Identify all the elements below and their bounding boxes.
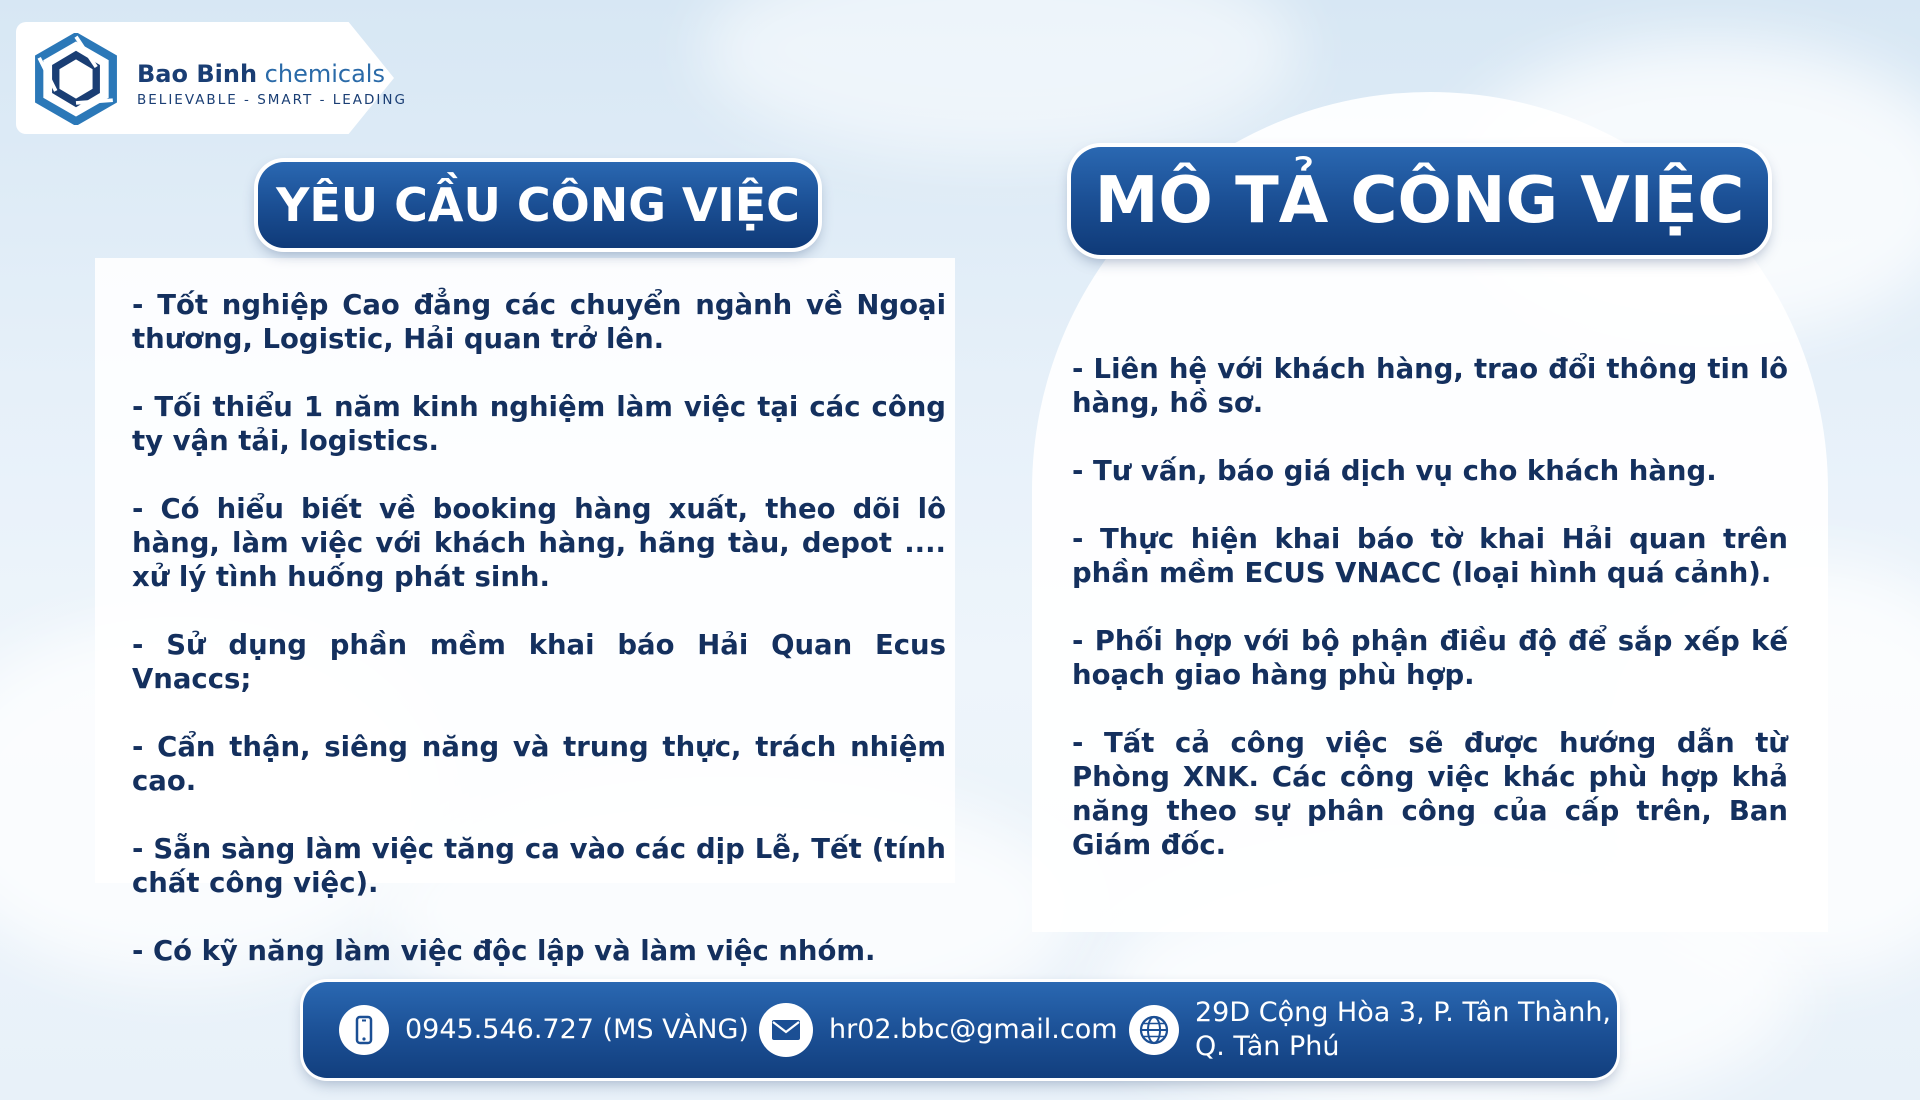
description-item: - Tư vấn, báo giá dịch vụ cho khách hàng. [1072, 455, 1717, 487]
requirement-item: - Sẵn sàng làm việc tăng ca vào các dịp Lễ, Tết (tính chất công việc). [132, 833, 946, 899]
contact-address[interactable] [1129, 982, 1611, 1078]
requirement-item: - Cẩn thận, siêng năng và trung thực, trách nhiệm cao. [132, 731, 946, 797]
address-text [1195, 996, 1611, 1064]
requirement-item: - Sử dụng phần mềm khai báo Hải Quan Ecus Vnaccs; [132, 629, 946, 695]
contact-email[interactable] [759, 982, 1118, 1078]
description-item: - Liên hệ với khách hàng, trao đổi thông tin lô hàng, hồ sơ. [1072, 353, 1788, 419]
description-item: - Phối hợp với bộ phận điều độ để sắp xếp kế hoạch giao hàng phù hợp. [1072, 625, 1788, 691]
bao-binh-logo-icon [30, 33, 122, 125]
tagline: BELIEVABLE - SMART - LEADING [137, 92, 407, 108]
contact-phone[interactable] [339, 982, 749, 1078]
address-line-1: 29D Cộng Hòa 3, P. Tân Thành, [1195, 997, 1612, 1028]
description-list [1072, 352, 1788, 862]
email-address: hr02.bbc@gmail.com [829, 1014, 1118, 1045]
description-item: - Thực hiện khai báo tờ khai Hải quan trên phần mềm ECUS VNACC (loại hình quá cảnh). [1072, 523, 1788, 589]
description-title: MÔ TẢ CÔNG VIỆC [1071, 147, 1768, 255]
contact-bar [303, 982, 1617, 1078]
phone-icon [339, 1005, 389, 1055]
requirement-item: - Có hiểu biết về booking hàng xuất, theo dõi lô hàng, làm việc với khách hàng, hãng tàu, depot .... xử lý tình huống phát sinh. [132, 493, 946, 593]
logo-text [137, 60, 407, 108]
phone-number: 0945.546.727 (MS VÀNG) [405, 1014, 749, 1045]
requirement-item: - Tối thiểu 1 năm kinh nghiệm làm việc tại các công ty vận tải, logistics. [132, 391, 946, 457]
description-item: - Tất cả công việc sẽ được hướng dẫn từ Phòng XNK. Các công việc khác phù hợp khả năng theo sự phân công của cấp trên, Ban Giám đốc. [1072, 727, 1788, 861]
requirement-item: - Tốt nghiệp Cao đẳng các chuyển ngành về Ngoại thương, Logistic, Hải quan trở lên. [132, 289, 946, 355]
globe-icon [1129, 1005, 1179, 1055]
address-line-2: Q. Tân Phú [1195, 1031, 1340, 1062]
requirements-title: YÊU CẦU CÔNG VIỆC [258, 162, 818, 248]
mail-icon [759, 1003, 813, 1057]
requirements-list [132, 288, 946, 968]
brand-bold: Bao Binh [137, 60, 258, 88]
requirement-item: - Có kỹ năng làm việc độc lập và làm việc nhóm. [132, 935, 876, 967]
brand-name [137, 60, 407, 88]
brand-light: chemicals [257, 60, 385, 88]
